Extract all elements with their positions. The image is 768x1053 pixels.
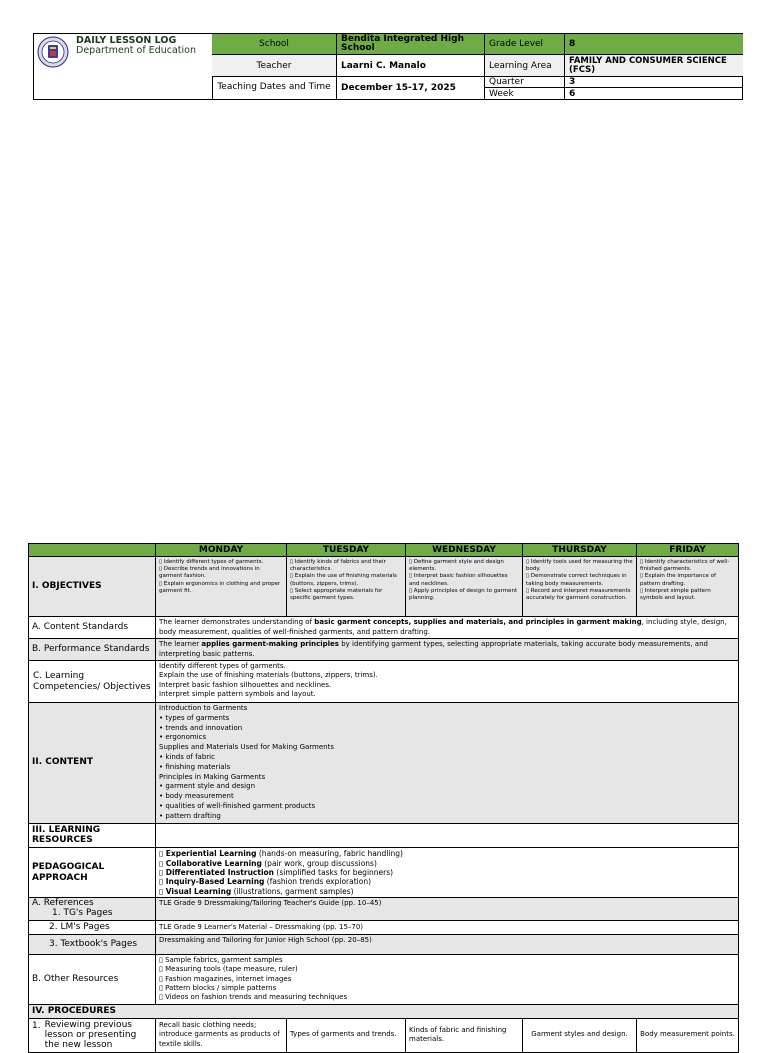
review-row — [29, 1018, 739, 1052]
department-name: Department of Education — [76, 45, 196, 56]
textbook-pages-text: Dressmaking and Tailoring for Junior High School (pp. 20–85) — [156, 934, 739, 954]
learning-area-value: FAMILY AND CONSUMER SCIENCE (FCS) — [565, 55, 743, 77]
content-label: II. CONTENT — [29, 703, 156, 824]
review-label — [29, 1018, 156, 1052]
lm-pages-label: 2. LM's Pages — [29, 920, 156, 934]
logo-cell — [34, 34, 213, 99]
textbook-pages-label: 3. Textbook's Pages — [29, 934, 156, 954]
procedures-label: IV. PROCEDURES — [29, 1004, 739, 1018]
performance-standards-text: The learner applies garment-making principles by identifying garment types, selecting appropriate materials, taking accurate body measurements, and interpreting basic patterns. — [156, 639, 739, 661]
competencies-label: C. Learning Competencies/ Objectives — [29, 661, 156, 703]
other-resources-label: B. Other Resources — [29, 954, 156, 1004]
review-wednesday: Kinds of fabric and finishing materials. — [406, 1018, 523, 1052]
review-monday: Recall basic clothing needs; introduce garments as products of textile skills. — [156, 1018, 287, 1052]
performance-standards-label: B. Performance Standards — [29, 639, 156, 661]
content-standards-row — [29, 617, 739, 639]
other-resources-text: ▯ Sample fabrics, garment samples ▯ Measuring tools (tape measure, ruler) ▯ Fashion magazines, internet images ▯ Pattern blocks / simple patterns ▯ Videos on fashion trends and measuring techniques — [156, 954, 739, 1004]
review-label-layout — [32, 1020, 152, 1051]
day-header-blank — [29, 544, 156, 557]
content-standards-text: The learner demonstrates understanding of basic garment concepts, supplies and materials, and principles in garment making, including style, design, body measurement, qualities of well-finished garments, and pattern drafting. — [156, 617, 739, 639]
day-header-wednesday: WEDNESDAY — [406, 544, 523, 557]
grade-level-label: Grade Level — [485, 34, 565, 55]
references-tg-row — [29, 898, 739, 921]
content-standards-label: A. Content Standards — [29, 617, 156, 639]
objectives-row — [29, 557, 739, 617]
learning-resources-label: III. LEARNING RESOURCES — [29, 823, 156, 848]
content-row — [29, 703, 739, 824]
other-resources-row — [29, 954, 739, 1004]
approach-label: PEDAGOGICAL APPROACH — [29, 848, 156, 898]
deped-seal-icon — [37, 36, 69, 68]
competencies-text: Identify different types of garments. Explain the use of finishing materials (buttons, zippers, trims). Interpret basic fashion silhouettes and necklines. Interpret simple pattern symbols and layout. — [156, 661, 739, 703]
tg-pages-text: TLE Grade 9 Dressmaking/Tailoring Teacher's Guide (pp. 10–45) — [156, 898, 739, 921]
school-label: School — [212, 34, 337, 55]
school-value: Bendita Integrated High School — [337, 34, 485, 55]
review-label-text: Reviewing previous lesson or presenting the new lesson — [44, 1019, 137, 1051]
teacher-value: Laarni C. Manalo — [337, 55, 485, 77]
quarter-value: 3 — [565, 77, 743, 88]
day-header-row — [29, 544, 739, 557]
review-tuesday: Types of garments and trends. — [287, 1018, 406, 1052]
objectives-friday: ▯ Identify characteristics of well-finished garments. ▯ Explain the importance of pattern drafting. ▯ Interpret simple pattern symbols and layout. — [637, 557, 739, 617]
quarter-label: Quarter — [485, 77, 565, 88]
references-label: A. References 1. TG's Pages — [29, 898, 156, 921]
week-value: 6 — [569, 88, 576, 99]
objectives-monday: ▯ Identify different types of garments. ▯ Describe trends and innovations in garment fashion. ▯ Explain ergonomics in clothing and proper garment fit. — [156, 557, 287, 617]
teacher-label: Teacher — [212, 55, 337, 77]
week-label: Week — [485, 88, 565, 99]
day-header-monday: MONDAY — [156, 544, 287, 557]
day-header-tuesday: TUESDAY — [287, 544, 406, 557]
references-textbook-row — [29, 934, 739, 954]
learning-area-label: Learning Area — [485, 55, 565, 77]
approach-text: ▯ Experiential Learning (hands-on measuring, fabric handling) ▯ Collaborative Learning (pair work, group discussions) ▯ Differentiated Instruction (simplified tasks for beginners) ▯ Inquiry-Based Learning (fashion trends exploration) ▯ Visual Learning (illustrations, garment samples) — [156, 848, 739, 898]
performance-standards-row — [29, 639, 739, 661]
daily-lesson-log-table — [28, 543, 739, 1053]
objectives-tuesday: ▯ Identify kinds of fabrics and their characteristics. ▯ Explain the use of finishing materials (buttons, zippers, trims). ▯ Select appropriate materials for specific garment types. — [287, 557, 406, 617]
day-header-friday: FRIDAY — [637, 544, 739, 557]
review-friday: Body measurement points. — [637, 1018, 739, 1052]
approach-row — [29, 848, 739, 898]
procedures-row — [29, 1004, 739, 1018]
learning-resources-row — [29, 823, 739, 848]
day-header-thursday: THURSDAY — [523, 544, 637, 557]
teaching-dates-label: Teaching Dates and Time — [212, 77, 337, 99]
learning-resources-blank — [156, 823, 739, 848]
review-thursday: Garment styles and design. — [523, 1018, 637, 1052]
content-text: Introduction to Garments • types of garments • trends and innovation • ergonomics Supplies and Materials Used for Making Garments • kinds of fabric • finishing materials Principles in Making Garments • garment style and design • body measurement • qualities of well-finished garment products • pattern drafting — [156, 703, 739, 824]
lm-pages-text: TLE Grade 9 Learner's Material – Dressmaking (pp. 15–70) — [156, 920, 739, 934]
grade-level-value: 8 — [565, 34, 743, 55]
objectives-wednesday: ▯ Define garment style and design elements. ▯ Interpret basic fashion silhouettes and necklines. ▯ Apply principles of design to garment planning. — [406, 557, 523, 617]
teaching-dates-value: December 15-17, 2025 — [337, 77, 485, 99]
competencies-row — [29, 661, 739, 703]
review-number: 1. — [32, 1020, 41, 1031]
objectives-label: I. OBJECTIVES — [29, 557, 156, 617]
objectives-thursday: ▯ Identify tools used for measuring the body. ▯ Demonstrate correct techniques in taking body measurements. ▯ Record and interpret measurements accurately for garment construction. — [523, 557, 637, 617]
log-title: DAILY LESSON LOG — [76, 35, 177, 46]
lesson-log-header — [33, 33, 743, 100]
references-lm-row — [29, 920, 739, 934]
